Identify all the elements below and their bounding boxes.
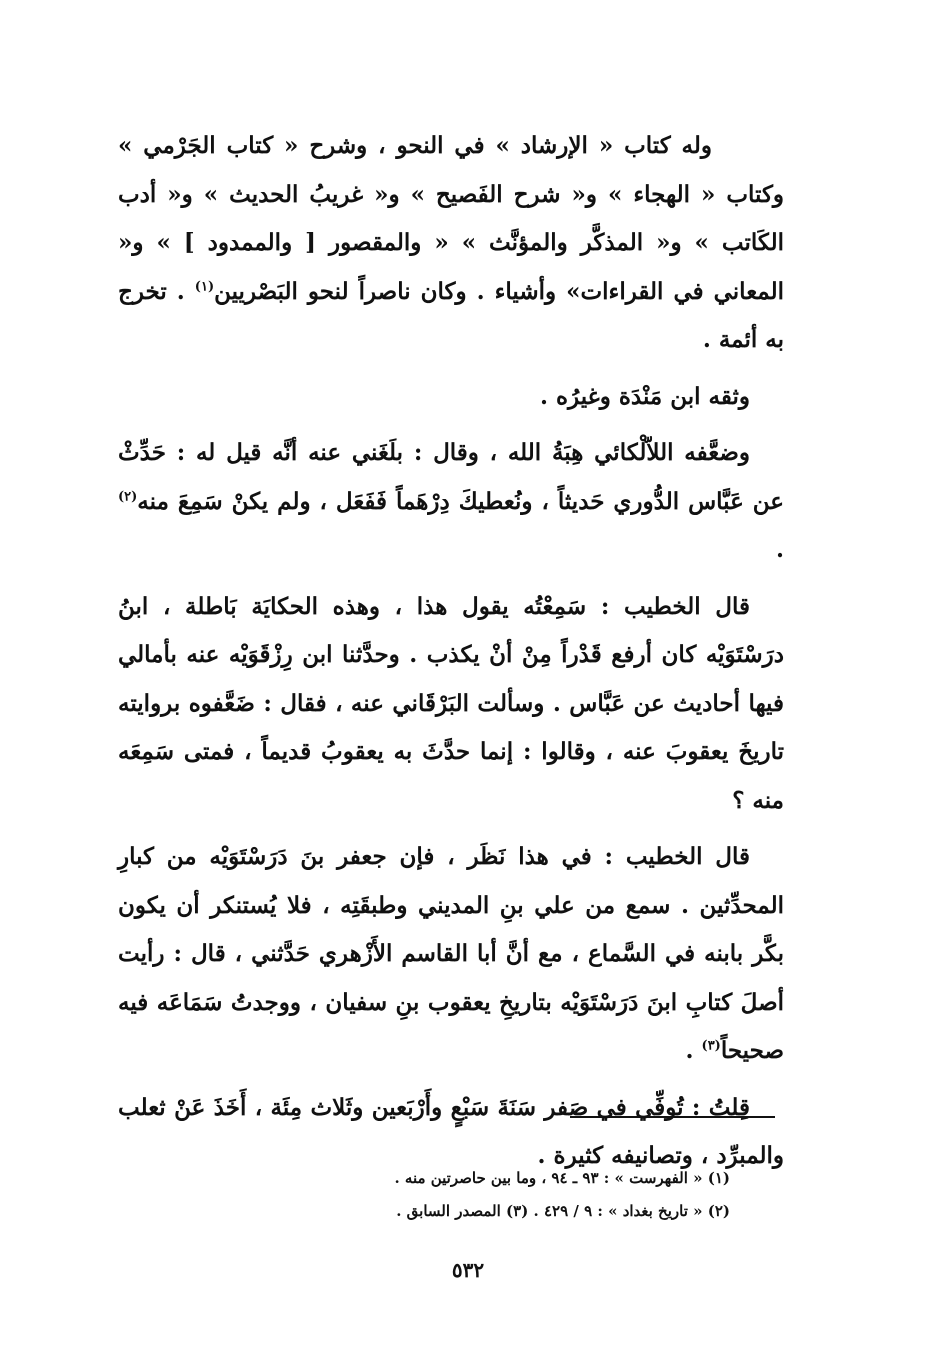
paragraph-5 [118, 833, 784, 1076]
footnote-marker-1: (١) [194, 278, 215, 294]
paragraph-5-text: قال الخطيب : في هذا نَظَر ، فإن جعفر بنَ دَرَسْتَوَيْه من كبارِ المحدِّثين . سمع من علي بنِ المديني وطبقَتِه ، فلا يُستنكر أن يكون بكَّر بابنه في السَّماع ، مع أنَّ أبا القاسم الأَزْهري حَدَّثني ، قال : رأيت أصلَ كتابِ ابنَ دَرَسْتَوَيْه بتاريخِ يعقوب بنِ سفيان ، ووجدتُ سَمَاعَه فيه صحيحاً [118, 843, 784, 1064]
paragraph-4-text: قال الخطيب : سَمِعْتُه يقول هذا ، وهذه الحكايَة بَاطلة ، ابنُ درَسْتَوَيْه كان أرفع قَدْراً مِنْ أنْ يكذب . وحدَّثنا ابن رِزْقَوَيْه عنه بأمالي فيها أحاديث عن عَبَّاس . وسألت البَرْقَاني عنه ، فقال : ضَعَّفوه بروايته تاريخَ يعقوبَ عنه ، وقالوا : إنما حدَّثَ به يعقوبُ قديماً ، فمتى سَمِعَه منه ؟ [118, 592, 784, 814]
paragraph-1-tail: . تخرج به أئمة . [118, 277, 784, 353]
paragraph-1-text: وله كتاب « الإرشاد » في النحو ، وشرح « كتاب الجَرْمي » وكتاب « الهجاء » و« شرح الفَصيح » و« غريبُ الحديث » و« أدب الكَاتب » و« المذكَّر والمؤنَّث » « والمقصور [ والممدود ] » و« المعاني في القراءات» وأشياء . وكان ناصراً لنحو البَصْريين [118, 132, 784, 305]
footnote-separator [570, 1116, 775, 1118]
paragraph-4 [118, 583, 784, 826]
footnote-line-1: (١) « الفهرست » : ٩٣ ـ ٩٤ ، وما بين حاصرتين منه . [394, 1169, 730, 1187]
footnote-marker-2: (٢) [118, 488, 138, 504]
paragraph-3-tail: . [775, 536, 784, 563]
paragraph-6-text: قِلتُ : تُوفِّي في صَفر سَنَةَ سَبْعٍ وأَرْبَعين وثَلاث مِئَة ، أَخَذَ عَنْ ثعلب والمبرِّد ، وتصانيفه كثيرة . [118, 1093, 784, 1169]
paragraph-2 [118, 373, 784, 422]
paragraph-5-tail: . [685, 1037, 702, 1064]
footnote-marker-3: (٣) [701, 1038, 721, 1054]
page-number: ٥٣٢ [451, 1258, 485, 1282]
paragraph-3 [118, 429, 784, 575]
paragraph-2-text: وثقه ابن مَنْدَة وغيرُه . [539, 382, 750, 410]
footnote-line-2: (٢) « تاريخ بغداد » : ٩ / ٤٢٩ . (٣) المصدر السابق . [396, 1202, 730, 1220]
paragraph-1 [118, 122, 784, 365]
paragraph-3-text: وضعَّفه اللاّلْكائي هِبَةُ الله ، وقال : بلَغَني عنه أنَّه قيل له : حَدِّثْ عن عَبَّاس الدُّوري حَديثاً ، ونُعطيكَ دِرْهَماً فَفَعَل ، ولم يكنْ سَمِعَ منه [118, 439, 784, 515]
main-text [118, 122, 784, 1189]
footnotes [250, 1162, 730, 1228]
